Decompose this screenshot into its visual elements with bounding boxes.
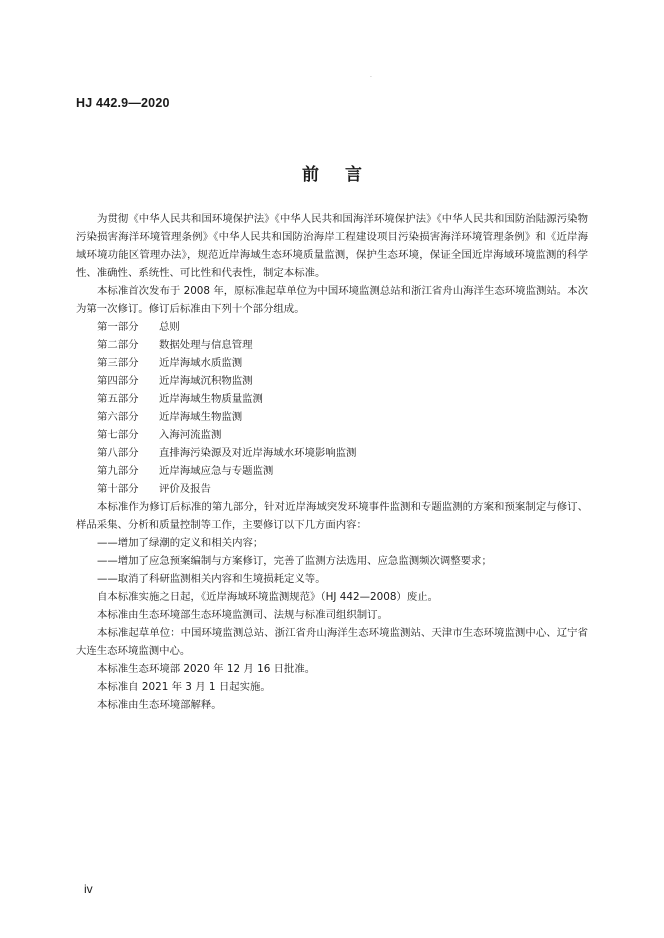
list-item bbox=[76, 444, 588, 462]
part-number: 第四部分 bbox=[97, 375, 139, 387]
part-number: 第十部分 bbox=[97, 483, 139, 495]
part-number: 第八部分 bbox=[97, 447, 139, 459]
list-item bbox=[76, 462, 588, 480]
paragraph-approval: 本标准生态环境部 2020 年 12 月 16 日批准。 bbox=[97, 663, 316, 675]
part-name: 直排海污染源及对近岸海域水环境影响监测 bbox=[159, 447, 357, 459]
list-item bbox=[76, 336, 588, 354]
changes-list bbox=[76, 534, 588, 588]
list-item bbox=[76, 480, 588, 498]
part-number: 第三部分 bbox=[97, 357, 139, 369]
list-item bbox=[76, 318, 588, 336]
page-number: iv bbox=[84, 882, 93, 896]
part-number: 第二部分 bbox=[97, 339, 139, 351]
change-item: ——增加了应急预案编制与方案修订，完善了监测方法选用、应急监测频次调整要求； bbox=[97, 555, 492, 567]
part-name: 近岸海域沉积物监测 bbox=[159, 375, 253, 387]
list-item bbox=[76, 426, 588, 444]
paragraph-interpretation: 本标准由生态环境部解释。 bbox=[97, 699, 222, 711]
part-name: 评价及报告 bbox=[159, 483, 211, 495]
scan-mark: . bbox=[370, 72, 372, 79]
part-name: 入海河流监测 bbox=[159, 429, 222, 441]
paragraph-revision-scope: 本标准作为修订后标准的第九部分，针对近岸海域突发环境事件监测和专题监测的方案和预案制定与修订、样品采集、分析和质量控制等工作，主要修订以下几方面内容： bbox=[76, 501, 588, 531]
list-item bbox=[76, 372, 588, 390]
paragraph-organizer: 本标准由生态环境部生态环境监测司、法规与标准司组织制订。 bbox=[97, 609, 388, 621]
part-name: 数据处理与信息管理 bbox=[159, 339, 253, 351]
part-name: 总则 bbox=[159, 321, 180, 333]
part-number: 第九部分 bbox=[97, 465, 139, 477]
part-number: 第五部分 bbox=[97, 393, 139, 405]
part-name: 近岸海域生物质量监测 bbox=[159, 393, 263, 405]
part-number: 第一部分 bbox=[97, 321, 139, 333]
paragraph-purpose: 为贯彻《中华人民共和国环境保护法》《中华人民共和国海洋环境保护法》《中华人民共和国防治陆源污染物污染损害海洋环境管理条例》《中华人民共和国防治海岸工程建设项目污染损害海洋环境管理条例》和《近岸海域环境功能区管理办法》，规范近岸海域生态环境质量监测，保护生态环境，保证全国近岸海域环境监测的科学性、准确性、系统性、可比性和代表性，制定本标准。 bbox=[76, 213, 588, 279]
paragraph-supersede: 自本标准实施之日起，《近岸海域环境监测规范》（HJ 442—2008）废止。 bbox=[97, 591, 438, 603]
list-item bbox=[76, 354, 588, 372]
part-number: 第六部分 bbox=[97, 411, 139, 423]
part-name: 近岸海域应急与专题监测 bbox=[159, 465, 274, 477]
part-name: 近岸海域水质监测 bbox=[159, 357, 243, 369]
paragraph-effective: 本标准自 2021 年 3 月 1 日起实施。 bbox=[97, 681, 271, 693]
list-item bbox=[76, 390, 588, 408]
change-item: ——取消了科研监测相关内容和生境损耗定义等。 bbox=[97, 573, 326, 585]
change-item: ——增加了绿潮的定义和相关内容； bbox=[97, 537, 264, 549]
list-item bbox=[76, 408, 588, 426]
paragraph-history: 本标准首次发布于 2008 年，原标准起草单位为中国环境监测总站和浙江省舟山海洋生态环境监测站。本次为第一次修订。修订后标准由下列十个部分组成。 bbox=[76, 285, 588, 315]
paragraph-drafters: 本标准起草单位：中国环境监测总站、浙江省舟山海洋生态环境监测站、天津市生态环境监测中心、辽宁省大连生态环境监测中心。 bbox=[76, 627, 588, 657]
part-number: 第七部分 bbox=[97, 429, 139, 441]
document-body bbox=[76, 210, 588, 714]
page-title: 前言 bbox=[302, 165, 388, 185]
parts-list bbox=[76, 318, 588, 498]
standard-code: HJ 442.9—2020 bbox=[76, 96, 170, 110]
part-name: 近岸海域生物监测 bbox=[159, 411, 243, 423]
